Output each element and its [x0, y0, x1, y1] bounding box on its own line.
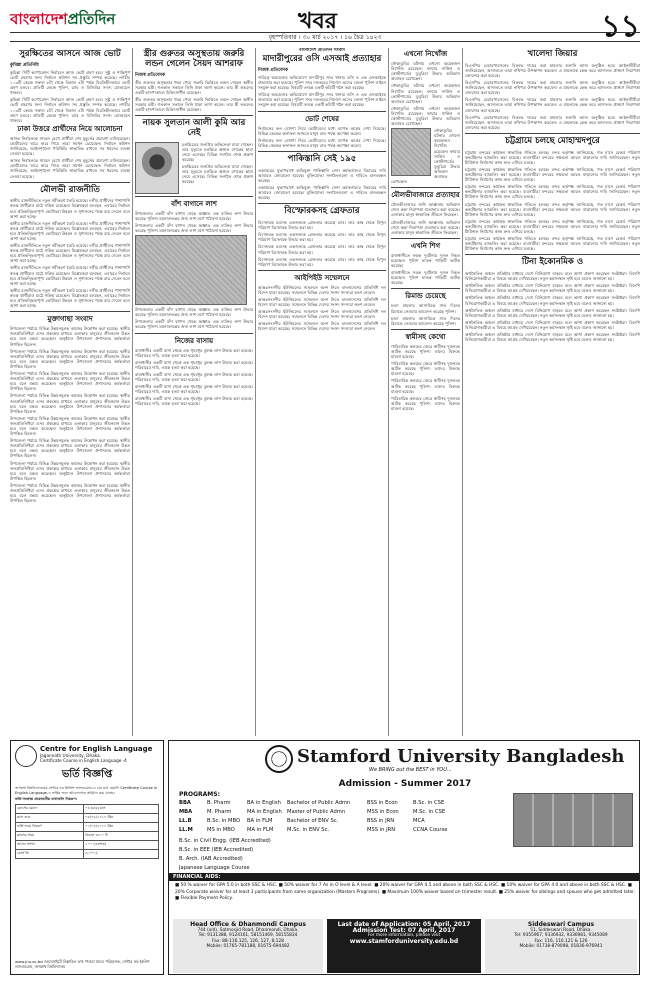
box-line: For more information, please visit	[367, 933, 441, 939]
byline: কুমিল্লা প্রতিনিধি	[10, 62, 39, 68]
divider	[258, 203, 386, 204]
table-row	[179, 864, 509, 873]
headline: নায়ক সুলতান আলী কুমি আর নেই	[142, 118, 246, 138]
article-text: স্থানীয় রাজনীতিতে নতুন সমীকরণ তৈরি হয়েছে। দলীয় প্রার্থীদের পাশাপাশি স্বতন্ত্র প্রার্থীরাও মাঠে সক্রিয় রয়েছেন। বিশ্লেষকরা বলছেন, এবারের নির্বাচন হবে প্রতিদ্বন্দ্বিতাপূর্ণ। ভোটাররা উন্নয়ন ও সুশাসনের পক্ষে রায় দেবেন বলে আশা করা হচ্ছে।	[10, 265, 130, 286]
divider	[10, 182, 130, 183]
ad-footer: www.jnu.ac.bd ওয়েবসাইটে বিস্তারিত তথ্য পাওয়া যাবে। পরিচালক, সেন্টার ফর ইংলিশ ল্যাংগুয়েজ, জগন্নাথ বিশ্ববিদ্যালয়	[15, 959, 150, 970]
article-text: বিএনপির চেয়ারপারসনের বিরুদ্ধে দায়ের করা মামলার শুনানি আজ অনুষ্ঠিত হবে। আইনজীবীরা জানিয়েছেন, আদালতে তারা নথিপত্র উপস্থাপন করবেন। এ মামলাকে কেন্দ্র করে আদালত প্রাঙ্গণে নিরাপত্তা জোরদার করা হয়েছে।	[465, 97, 640, 113]
table-cell: ১০০ (একশত)	[84, 840, 159, 849]
program-item: BSS in JRN	[367, 818, 395, 824]
article-text: বিএনপির চেয়ারপারসনের বিরুদ্ধে দায়ের করা মামলার শুনানি আজ অনুষ্ঠিত হবে। আইনজীবীরা জানিয়েছেন, আদালতে তারা নথিপত্র উপস্থাপন করবেন। এ মামলাকে কেন্দ্র করে আদালত প্রাঙ্গণে নিরাপত্তা জোরদার করা হয়েছে।	[465, 80, 640, 96]
english-course-ad	[10, 740, 164, 975]
programs-table	[179, 799, 509, 873]
university-name: Stamford University Bangladesh	[297, 746, 625, 767]
article-text: রাজধানীর একটি বাসা থেকে এক গৃহবধূর ঝুলন্ত লাশ উদ্ধার করা হয়েছে। পরিবারের দাবি, তাকে হত্যা করা হয়েছে।	[135, 384, 253, 395]
divider	[10, 311, 130, 312]
article-column-2	[135, 48, 253, 736]
article-text: চলচ্চিত্রের জনপ্রিয় অভিনেতা মারা গেছেন। তার মৃত্যুতে চলচ্চিত্র অঙ্গনে শোকের ছায়া নেমে এসেছে। বিভিন্ন সংগঠন শোক প্রকাশ করেছে।	[182, 164, 253, 185]
ad-body: জগন্নাথ বিশ্ববিদ্যালয়ের সেন্টার ফর ইংলিশ ল্যাংগুয়েজ-এ চার মাস মেয়াদি Certificate Course in English Language-এ ভর্তির জন্য আবেদনপত্র আহ্বান করা যাচ্ছে।	[15, 786, 158, 795]
article-text: বিস্ফোরক দ্রব্যসহ একজনকে গ্রেফতার করেছে র‌্যাব। তার কাছ থেকে বিপুল পরিমাণ বিস্ফোরক উদ্ধার করা হয়।	[258, 256, 386, 267]
table-row	[16, 804, 159, 813]
headline: এখনো নিখোঁজ	[403, 50, 448, 58]
deadline-box	[327, 919, 481, 973]
article-text: নৌকাডুবির ঘটনায় এখনো কয়েকজন নিখোঁজ রয়েছেন। ফায়ার সার্ভিস ও কোস্টগার্ডের ডুবুরিরা উদ্ধার অভিযান অব্যাহত রেখেছেন।	[391, 83, 460, 104]
table-row	[179, 799, 509, 808]
article-text: উপজেলা পর্যায়ে বিভিন্ন উন্নয়নমূলক কাজের উদ্বোধন করা হয়েছে। স্থানীয় জনপ্রতিনিধিরা এসব প্রকল্পের মাধ্যমে এলাকার মানুষের জীবনমান উন্নত হবে বলে মন্তব্য করেছেন। অনুষ্ঠানে উপজেলা প্রশাসনের কর্মকর্তারা উপস্থিত ছিলেন।	[10, 326, 130, 347]
brand-part-1: বাংলাদেশ	[10, 10, 68, 28]
article-column-1	[10, 48, 130, 736]
financial-aid-item: ■ 20% Corporate waiver for at least 3 participants from same organization (Masters Programs).	[175, 883, 632, 895]
article-text: পারিবারিক কলহের জেরে স্বামীসহ দুজনকে আটক করেছে পুলিশ। তাদের বিরুদ্ধে মামলা হয়েছে।	[391, 395, 460, 411]
table-row	[16, 831, 159, 840]
box-line: Mobile: 01738-879098, 01836-976941	[519, 944, 603, 950]
divider	[258, 151, 386, 152]
programs-label: PROGRAMS:	[179, 791, 220, 798]
headline: নিজের বাসায়	[174, 336, 214, 345]
box-line: Fax: 88-116.125, 126, 127, 8,128	[212, 938, 284, 944]
program-item: Bachelor of Public Admn	[287, 800, 351, 806]
ad-info-table	[15, 804, 159, 859]
program-item: BA in FLM	[247, 818, 273, 824]
article-text: পারিবারিক কলহের জেরে স্বামীসহ দুজনকে আটক করেছে পুলিশ। তাদের বিরুদ্ধে মামলা হয়েছে।	[391, 378, 460, 394]
article-text: আসন্ন নির্বাচনকে সামনে রেখে প্রার্থীরা শেষ মুহূর্তের প্রচারণা চালিয়েছেন। ভোটারদের দ্বারে দ্বারে গিয়ে তারা সমর্থন চেয়েছেন। নির্বাচন কমিশন জানিয়েছে, আইনশৃঙ্খলা পরিস্থিতি স্বাভাবিক রাখতে সব ধরনের ব্যবস্থা নেওয়া হয়েছে।	[10, 135, 130, 157]
box-line: 51, Siddeswari Road, Dhaka.	[530, 927, 592, 933]
table-row	[179, 846, 509, 855]
program-item: BBA	[179, 800, 191, 806]
box-line: Fax: 116, 116.121 & 126	[534, 938, 588, 944]
article-text: অর্থনৈতিক অঞ্চল প্রতিষ্ঠার মাধ্যমে দেশে বিনিয়োগ বাড়বে বলে আশা প্রকাশ করেছেন সংশ্লিষ্টরা। বিদেশি বিনিয়োগকারীরা এ বিষয়ে আগ্রহ দেখিয়েছেন। নতুন কর্মসংস্থান সৃষ্টি হবে বলেও জানানো হয়।	[465, 271, 640, 282]
divider	[258, 111, 386, 112]
admission-title: Admission - Summer 2017	[338, 779, 472, 789]
article-text: স্থানীয় রাজনীতিতে নতুন সমীকরণ তৈরি হয়েছে। দলীয় প্রার্থীদের পাশাপাশি স্বতন্ত্র প্রার্থীরাও মাঠে সক্রিয় রয়েছেন। বিশ্লেষকরা বলছেন, এবারের নির্বাচন হবে প্রতিদ্বন্দ্বিতাপূর্ণ। ভোটাররা উন্নয়ন ও সুশাসনের পক্ষে রায় দেবেন বলে আশা করা হচ্ছে।	[10, 287, 130, 309]
program-item: MBA	[179, 809, 193, 815]
news-photo	[135, 235, 247, 305]
article-text: উপজেলা পর্যায়ে বিভিন্ন উন্নয়নমূলক কাজের উদ্বোধন করা হয়েছে। স্থানীয় জনপ্রতিনিধিরা এসব প্রকল্পের মাধ্যমে এলাকার মানুষের জীবনমান উন্নত হবে বলে মন্তব্য করেছেন। অনুষ্ঠানে উপজেলা প্রশাসনের কর্মকর্তারা উপস্থিত ছিলেন।	[10, 438, 130, 459]
ad-header	[169, 741, 640, 777]
article-text: অর্থনৈতিক অঞ্চল প্রতিষ্ঠার মাধ্যমে দেশে বিনিয়োগ বাড়বে বলে আশা প্রকাশ করেছেন সংশ্লিষ্টরা। বিদেশি বিনিয়োগকারীরা এ বিষয়ে আগ্রহ দেখিয়েছেন। নতুন কর্মসংস্থান সৃষ্টি হবে বলেও জানানো হয়।	[465, 283, 640, 294]
article-text: রাজধানীর একটি বাসা থেকে এক গৃহবধূর ঝুলন্ত লাশ উদ্ধার করা হয়েছে। পরিবারের দাবি, তাকে হত্যা করা হয়েছে।	[135, 347, 253, 358]
divider	[465, 254, 640, 255]
table-cell: ক্লাস শুরু	[16, 813, 84, 822]
table-row	[16, 813, 159, 822]
headline: স্ত্রীর গুরুতর অসুস্থতায় জরুরি লন্ডন গেলেন সৈয়দ আশরাফ	[143, 49, 245, 69]
table-cell: ০১/০৪/২০১৭ খ্রিঃ	[84, 822, 159, 831]
table-cell: ক্লাসের সময়	[16, 831, 84, 840]
article-text: নির্বাচনের ফল ঘোষণা নিয়ে ভোটারদের মধ্যে ব্যাপক আগ্রহ দেখা দিয়েছে। বিভিন্ন কেন্দ্রের ফলাফল জানতে মানুষ রাত পর্যন্ত অপেক্ষা করেন।	[258, 137, 386, 148]
article-text: চট্টগ্রাম বন্দরের কার্যক্রম স্বাভাবিক গতিতে চলছে। বন্দর কর্তৃপক্ষ জানিয়েছে, গত মাসে রেকর্ড পরিমাণ কনটেইনার হ্যান্ডলিং করা হয়েছে। ব্যবসায়ীরা বন্দরের সক্ষমতা আরও বাড়ানোর দাবি জানিয়েছেন। নতুন টার্মিনাল নির্মাণের কাজ দ্রুত এগিয়ে চলছে।	[465, 236, 640, 252]
program-item: MA in FLM	[247, 827, 274, 833]
divider	[465, 133, 640, 134]
university-tagline: We BRING out the BEST in YOU...	[369, 767, 452, 773]
article-text: নৌকাডুবির ঘটনায় এখনো কয়েকজন নিখোঁজ রয়েছেন। ফায়ার সার্ভিস ও কোস্টগার্ডের ডুবুরিরা উদ্ধার অভিযান অব্যাহত রেখেছেন।	[391, 105, 460, 127]
article-text: রাজধানীর একটি বাসা থেকে এক গৃহবধূর ঝুলন্ত লাশ উদ্ধার করা হয়েছে। পরিবারের দাবি, তাকে হত্যা করা হয়েছে।	[135, 359, 253, 370]
divider	[135, 115, 253, 116]
program-item: B.Sc. in CSE	[413, 800, 445, 806]
table-cell: বিকাল ৩:০০ টা	[84, 831, 159, 840]
article-text: পারিবারিক কলহের জেরে স্বামীসহ দুজনকে আটক করেছে পুলিশ। তাদের বিরুদ্ধে মামলা হয়েছে।	[391, 361, 460, 377]
article-column-5	[465, 48, 640, 736]
program-item: MSS in Econ	[367, 809, 399, 815]
divider	[135, 333, 253, 334]
financial-aids-label: FINANCIAL AIDS:	[169, 873, 640, 881]
article-text: উপজেলা পর্যায়ে বিভিন্ন উন্নয়নমূলক কাজের উদ্বোধন করা হয়েছে। স্থানীয় জনপ্রতিনিধিরা এসব প্রকল্পের মাধ্যমে এলাকার মানুষের জীবনমান উন্নত হবে বলে মন্তব্য করেছেন। অনুষ্ঠানে উপজেলা প্রশাসনের কর্মকর্তারা উপস্থিত ছিলেন।	[10, 415, 130, 437]
article-text: স্ত্রীর গুরুতর অসুস্থতার খবর পেয়ে জরুরি ভিত্তিতে লন্ডন গেছেন স্থানীয় সরকার মন্ত্রী। গতকাল সকালে তিনি ঢাকা ত্যাগ করেন। তার স্ত্রী লন্ডনের একটি হাসপাতালে চিকিৎসাধীন রয়েছেন।	[135, 96, 253, 113]
divider	[135, 196, 253, 197]
article-text: চট্টগ্রাম বন্দরের কার্যক্রম স্বাভাবিক গতিতে চলছে। বন্দর কর্তৃপক্ষ জানিয়েছে, গত মাসে রেকর্ড পরিমাণ কনটেইনার হ্যান্ডলিং করা হয়েছে। ব্যবসায়ীরা বন্দরের সক্ষমতা আরও বাড়ানোর দাবি জানিয়েছেন। নতুন টার্মিনাল নির্মাণের কাজ দ্রুত এগিয়ে চলছে।	[465, 218, 640, 234]
ad-university: Jagannath University, Dhaka.	[40, 753, 102, 758]
article-text: স্ত্রীর গুরুতর অসুস্থতার খবর পেয়ে জরুরি ভিত্তিতে লন্ডন গেছেন স্থানীয় সরকার মন্ত্রী। গতকাল সকালে তিনি ঢাকা ত্যাগ করেন। তার স্ত্রী লন্ডনের একটি হাসপাতালে চিকিৎসাধীন রয়েছেন।	[135, 79, 253, 95]
head-office-box	[173, 919, 323, 973]
article-text: অর্থনৈতিক অঞ্চল প্রতিষ্ঠার মাধ্যমে দেশে বিনিয়োগ বাড়বে বলে আশা প্রকাশ করেছেন সংশ্লিষ্টরা। বিদেশি বিনিয়োগকারীরা এ বিষয়ে আগ্রহ দেখিয়েছেন। নতুন কর্মসংস্থান সৃষ্টি হবে বলেও জানানো হয়।	[465, 319, 640, 330]
article-text: অর্থনৈতিক অঞ্চল প্রতিষ্ঠার মাধ্যমে দেশে বিনিয়োগ বাড়বে বলে আশা প্রকাশ করেছেন সংশ্লিষ্টরা। বিদেশি বিনিয়োগকারীরা এ বিষয়ে আগ্রহ দেখিয়েছেন। নতুন কর্মসংস্থান সৃষ্টি হবে বলেও জানানো হয়।	[465, 295, 640, 306]
article-text: রাজধানীতে সড়ক দুর্ঘটনায় দুজন নিহত হয়েছেন। পুলিশ ঘাতক গাড়িটি আটক করেছে।	[391, 252, 460, 269]
table-row	[179, 837, 509, 846]
article-text: মৌলভীবাজারে জঙ্গি আস্তানায় অভিযান শেষে কড়া নিরাপত্তা প্রত্যাহার করা হয়েছে। এলাকার মানুষ স্বাভাবিক জীবনে ফিরছেন।	[391, 202, 460, 218]
program-item: BA in English	[247, 800, 281, 806]
box-line: Tel: 9355967, 9336932, 9336981, 9345089	[514, 933, 608, 939]
article-text: উপজেলার একটি বাঁশ বাগান থেকে অজ্ঞাত এক ব্যক্তির লাশ উদ্ধার করেছে পুলিশ। ময়নাতদন্তের জন্য লাশ মর্গে পাঠানো হয়েছে।	[135, 307, 253, 318]
article-text: একাত্তরের যুদ্ধাপরাধে অভিযুক্ত পাকিস্তানি সেনা কর্মকর্তাদের বিচারের দাবি আবারও জোরালো হয়েছে। মুক্তিযোদ্ধা সংগঠনগুলো এ দাবিতে মানববন্ধন করেছে।	[258, 167, 386, 183]
box-line: 744 (old), Satmosjid Road, Dhanmondi, Dhaka.	[197, 927, 299, 933]
column-divider	[255, 48, 256, 736]
box-title: Head Office & Dhanmondi Campus	[190, 921, 306, 928]
page-number: ১১	[601, 9, 640, 44]
program-item: LL.B	[179, 818, 192, 824]
article-text: নৌকাডুবির ঘটনায় এখনো কয়েকজন নিখোঁজ রয়েছেন। ফায়ার সার্ভিস ও কোস্টগার্ডের ডুবুরিরা উদ্ধার অভিযান অব্যাহত রেখেছেন।	[391, 61, 460, 82]
financial-aids-list	[175, 883, 635, 903]
financial-aid-item: ■ 50 % waiver for GPA 5.0 in both SSC & HSC.	[175, 883, 278, 888]
divider	[391, 288, 460, 289]
table-row	[16, 840, 159, 849]
headline: ভোট শেষের	[305, 114, 339, 123]
table-row	[179, 817, 509, 826]
article-text: নির্বাচনের ফল ঘোষণা নিয়ে ভোটারদের মধ্যে ব্যাপক আগ্রহ দেখা দিয়েছে। বিভিন্ন কেন্দ্রের ফলাফল জানতে মানুষ রাত পর্যন্ত অপেক্ষা করেন।	[258, 125, 386, 136]
financial-aid-item: ■ Maximum 100% waiver based on trimester result.	[381, 889, 498, 895]
column-divider	[388, 48, 389, 736]
headline: মৌলভীবাজারে প্রত্যাহার	[391, 191, 460, 200]
article-text: আন্তঃসংসদীয় ইউনিয়নের সম্মেলনে অংশ নিতে বাংলাদেশের প্রতিনিধি দল বিদেশ যাত্রা করেছে। সম্মেলনে বিভিন্ন দেশের সংসদ সদস্যরা অংশ নেবেন।	[258, 284, 386, 295]
article-text: চলচ্চিত্রের জনপ্রিয় অভিনেতা মারা গেছেন। তার মৃত্যুতে চলচ্চিত্র অঙ্গনে শোকের ছায়া নেমে এসেছে। বিভিন্ন সংগঠন শোক প্রকাশ করেছে।	[182, 141, 253, 162]
article-text: কুমিল্লা সিটি কর্পোরেশন নির্বাচনে আজ ভোট গ্রহণ হবে। সুষ্ঠু ও শান্তিপূর্ণ ভোট গ্রহণের জন্য নির্বাচন কমিশন সব প্রস্তুতি সম্পন্ন করেছে। নগরীর ১০৩টি কেন্দ্রে সকাল ৮টা থেকে বিকাল ৪টা পর্যন্ত বিরতিহীনভাবে ভোট গ্রহণ চলবে। প্রতিটি কেন্দ্রে পুলিশ, র‌্যাব ও বিজিবির সদস্য মোতায়েন থাকবে।	[10, 69, 130, 96]
article-text: আন্তঃসংসদীয় ইউনিয়নের সম্মেলনে অংশ নিতে বাংলাদেশের প্রতিনিধি দল বিদেশ যাত্রা করেছে। সম্মেলনে বিভিন্ন দেশের সংসদ সদস্যরা অংশ নেবেন।	[258, 321, 386, 332]
table-cell: ৬,০০০/-	[84, 849, 159, 858]
box-line: Tel: 9131388, 9124161, 58151469, 58155834	[198, 933, 298, 939]
table-row	[16, 822, 159, 831]
ad-headline: ভর্তি বিজ্ঞপ্তি	[61, 769, 113, 780]
article-text: উপজেলার একটি বাঁশ বাগান থেকে অজ্ঞাত এক ব্যক্তির লাশ উদ্ধার করেছে পুলিশ। ময়নাতদন্তের জন্য লাশ মর্গে পাঠানো হয়েছে।	[135, 319, 253, 330]
headline: আইপিইউ সম্মেলনে	[294, 273, 350, 282]
article-text: বিএনপির চেয়ারপারসনের বিরুদ্ধে দায়ের করা মামলার শুনানি আজ অনুষ্ঠিত হবে। আইনজীবীরা জানিয়েছেন, আদালতে তারা নথিপত্র উপস্থাপন করবেন। এ মামলাকে কেন্দ্র করে আদালত প্রাঙ্গণে নিরাপত্তা জোরদার করা হয়েছে।	[465, 62, 640, 78]
students-photo	[513, 793, 633, 847]
program-item: Bachelor of ENV Sc.	[287, 818, 339, 824]
article-column-3	[258, 48, 386, 736]
headline: বাঁশ বাগানে লাশ	[171, 199, 217, 208]
headline: ঢাকা উত্তরে প্রার্থীদের নিয়ে আলোচনা	[17, 124, 123, 133]
table-cell: ০৪/০৪/২০১৭ খ্রিঃ	[84, 813, 159, 822]
article-text: রাজধানীর একটি বাসা থেকে এক গৃহবধূর ঝুলন্ত লাশ উদ্ধার করা হয়েছে। পরিবারের দাবি, তাকে হত্যা করা হয়েছে।	[135, 396, 253, 407]
news-photo	[391, 128, 431, 176]
article-text: নৌকাডুবির ঘটনায় এখনো কয়েকজন নিখোঁজ রয়েছেন। ফায়ার সার্ভিস ও কোস্টগার্ডের ডুবুরিরা উদ্ধার অভিযান অব্যাহত রেখেছেন।	[391, 128, 460, 185]
article-text: চট্টগ্রাম বন্দরের কার্যক্রম স্বাভাবিক গতিতে চলছে। বন্দর কর্তৃপক্ষ জানিয়েছে, গত মাসে রেকর্ড পরিমাণ কনটেইনার হ্যান্ডলিং করা হয়েছে। ব্যবসায়ীরা বন্দরের সক্ষমতা আরও বাড়ানোর দাবি জানিয়েছেন। নতুন টার্মিনাল নির্মাণের কাজ দ্রুত এগিয়ে চলছে।	[465, 201, 640, 217]
program-item: BSS in Econ	[367, 800, 398, 806]
article-text: চট্টগ্রাম বন্দরের কার্যক্রম স্বাভাবিক গতিতে চলছে। বন্দর কর্তৃপক্ষ জানিয়েছে, গত মাসে রেকর্ড পরিমাণ কনটেইনার হ্যান্ডলিং করা হয়েছে। ব্যবসায়ীরা বন্দরের সক্ষমতা আরও বাড়ানোর দাবি জানিয়েছেন। নতুন টার্মিনাল নির্মাণের কাজ দ্রুত এগিয়ে চলছে।	[465, 166, 640, 183]
box-title: Siddeswari Campus	[527, 921, 595, 928]
byline: নিজস্ব প্রতিবেদক	[135, 72, 166, 78]
article-text: আসন্ন নির্বাচনকে সামনে রেখে প্রার্থীরা শেষ মুহূর্তের প্রচারণা চালিয়েছেন। ভোটারদের দ্বারে দ্বারে গিয়ে তারা সমর্থন চেয়েছেন। নির্বাচন কমিশন জানিয়েছে, আইনশৃঙ্খলা পরিস্থিতি স্বাভাবিক রাখতে সব ধরনের ব্যবস্থা নেওয়া হয়েছে।	[10, 158, 130, 179]
article-text: বিএনপির চেয়ারপারসনের বিরুদ্ধে দায়ের করা মামলার শুনানি আজ অনুষ্ঠিত হবে। আইনজীবীরা জানিয়েছেন, আদালতে তারা নথিপত্র উপস্থাপন করবেন। এ মামলাকে কেন্দ্র করে আদালত প্রাঙ্গণে নিরাপত্তা জোরদার করা হয়েছে।	[465, 114, 640, 130]
article-text: উপজেলার একটি বাঁশ বাগান থেকে অজ্ঞাত এক ব্যক্তির লাশ উদ্ধার করেছে পুলিশ। ময়নাতদন্তের জন্য লাশ মর্গে পাঠানো হয়েছে।	[135, 222, 253, 234]
box-line: Admission Test: 07 April, 2017	[352, 926, 456, 934]
article-text: হত্যা মামলার আসামিকে সাত দিনের রিমান্ডে নেওয়ার আবেদন করেছে পুলিশ।	[391, 315, 460, 326]
headline: টিনা ইকোনমিক ও	[521, 257, 584, 268]
headline: বিস্ফোরকসহ গ্রেফতার	[284, 206, 360, 217]
program-item: B. Arch. (IAB Accredited)	[179, 856, 243, 862]
table-cell: কোর্স ফি	[16, 849, 84, 858]
program-item: B.Sc. in EEE (IEB Accredited)	[179, 847, 254, 853]
financial-aid-item: ■ 20% waiver for GPA 4.5 and above in both SSC & HSC.	[374, 883, 500, 888]
program-item: B.Sc. in Civil Engg. (IEB Accredited)	[179, 838, 271, 844]
article-column-4	[391, 48, 460, 736]
article-text: বিস্ফোরক দ্রব্যসহ একজনকে গ্রেফতার করেছে র‌্যাব। তার কাছ থেকে বিপুল পরিমাণ বিস্ফোরক উদ্ধার করা হয়।	[258, 232, 386, 243]
program-item: MA in English	[247, 809, 282, 815]
article-text: হত্যা মামলার আসামিকে সাত দিনের রিমান্ডে নেওয়ার আবেদন করেছে পুলিশ।	[391, 303, 460, 314]
divider	[391, 329, 460, 330]
column-divider	[462, 48, 463, 736]
program-item: B.Sc. in MBO	[207, 818, 241, 824]
byline: নিজস্ব প্রতিবেদক	[258, 67, 289, 73]
headline: মৌলভী রাজনীতি	[40, 184, 100, 195]
article-text: উপজেলা পর্যায়ে বিভিন্ন উন্নয়নমূলক কাজের উদ্বোধন করা হয়েছে। স্থানীয় জনপ্রতিনিধিরা এসব প্রকল্পের মাধ্যমে এলাকার মানুষের জীবনমান উন্নত হবে বলে মন্তব্য করেছেন। অনুষ্ঠানে উপজেলা প্রশাসনের কর্মকর্তারা উপস্থিত ছিলেন।	[10, 393, 130, 414]
portrait-photo	[135, 142, 179, 194]
article-text: একাত্তরের যুদ্ধাপরাধে অভিযুক্ত পাকিস্তানি সেনা কর্মকর্তাদের বিচারের দাবি আবারও জোরালো হয়েছে। মুক্তিযোদ্ধা সংগঠনগুলো এ দাবিতে মানববন্ধন করেছে।	[258, 184, 386, 201]
kicker: বাংলাদেশ প্রতিদিন সংবাদ	[299, 48, 345, 53]
financial-aid-item: ■ Flexible Payment Policy.	[175, 896, 233, 901]
headline: খালেদা জিয়ার	[527, 49, 578, 59]
ad-org-name: Centre for English Language	[40, 745, 153, 753]
table-cell: ০৪ (চার) মাস	[84, 804, 159, 813]
table-row	[179, 855, 509, 864]
article-text: উপজেলা পর্যায়ে বিভিন্ন উন্নয়নমূলক কাজের উদ্বোধন করা হয়েছে। স্থানীয় জনপ্রতিনিধিরা এসব প্রকল্পের মাধ্যমে এলাকার মানুষের জীবনমান উন্নত হবে বলে মন্তব্য করেছেন। অনুষ্ঠানে উপজেলা প্রশাসনের কর্মকর্তারা উপস্থিত ছিলেন।	[10, 482, 130, 504]
article-text: আন্তঃসংসদীয় ইউনিয়নের সম্মেলনে অংশ নিতে বাংলাদেশের প্রতিনিধি দল বিদেশ যাত্রা করেছে। সম্মেলনে বিভিন্ন দেশের সংসদ সদস্যরা অংশ নেবেন।	[258, 297, 386, 308]
website-link[interactable]: www.stamforduniversity.edu.bd	[349, 937, 459, 945]
program-item: M.Sc. in ENV Sc.	[287, 827, 330, 833]
financial-aid-item: ■ 25% waiver for siblings and spouse who get admitted later.	[498, 889, 635, 895]
headline: এখনি শিগ	[410, 241, 441, 250]
article-text: রাজধানীর একটি বাসা থেকে এক গৃহবধূর ঝুলন্ত লাশ উদ্ধার করা হয়েছে। পরিবারের দাবি, তাকে হত্যা করা হয়েছে।	[135, 371, 253, 383]
table-cell: ভর্তি ফরম বিতরণ	[16, 822, 84, 831]
article-text: উপজেলা পর্যায়ে বিভিন্ন উন্নয়নমূলক কাজের উদ্বোধন করা হয়েছে। স্থানীয় জনপ্রতিনিধিরা এসব প্রকল্পের মাধ্যমে এলাকার মানুষের জীবনমান উন্নত হবে বলে মন্তব্য করেছেন। অনুষ্ঠানে উপজেলা প্রশাসনের কর্মকর্তারা উপস্থিত ছিলেন।	[10, 371, 130, 392]
program-item: MCA	[413, 818, 425, 824]
article-text: আন্তঃসংসদীয় ইউনিয়নের সম্মেলনে অংশ নিতে বাংলাদেশের প্রতিনিধি দল বিদেশ যাত্রা করেছে। সম্মেলনে বিভিন্ন দেশের সংসদ সদস্যরা অংশ নেবেন।	[258, 309, 386, 320]
program-item: CCNA Course	[413, 827, 448, 833]
article-text: রাজধানীতে সড়ক দুর্ঘটনায় দুজন নিহত হয়েছেন। পুলিশ ঘাতক গাড়িটি আটক করেছে।	[391, 270, 460, 286]
headline: পাকিস্তানি সেই ১৯৫	[287, 153, 357, 164]
divider	[391, 187, 460, 188]
dateline: বৃহস্পতিবার । ৩০ মার্চ ২০১৭ । ১৬ চৈত্র ১৪২৩	[10, 32, 640, 42]
article-text: মৌলভীবাজারে জঙ্গি আস্তানায় অভিযান শেষে কড়া নিরাপত্তা প্রত্যাহার করা হয়েছে। এলাকার মানুষ স্বাভাবিক জীবনে ফিরছেন।	[391, 219, 460, 235]
newspaper-logo	[10, 8, 115, 33]
article-text: দায়িত্বে অবহেলার অভিযোগে মাদারীপুর সদর থানার ওসি ও এক এসআইকে প্রত্যাহার করা হয়েছে। পুলিশ সদর দফতরের নির্দেশে তাদের জেলা পুলিশ লাইনে সংযুক্ত করা হয়েছে। বিষয়টি তদন্তে একটি কমিটি গঠন করা হয়েছে।	[258, 74, 386, 91]
table-row	[179, 826, 509, 835]
headline: সুরক্ষিতের আসনে আজ ভোট	[19, 49, 121, 59]
article-text: পারিবারিক কলহের জেরে স্বামীসহ দুজনকে আটক করেছে পুলিশ। তাদের বিরুদ্ধে মামলা হয়েছে।	[391, 343, 460, 360]
article-text: দায়িত্বে অবহেলার অভিযোগে মাদারীপুর সদর থানার ওসি ও এক এসআইকে প্রত্যাহার করা হয়েছে। পুলিশ সদর দফতরের নির্দেশে তাদের জেলা পুলিশ লাইনে সংযুক্ত করা হয়েছে। বিষয়টি তদন্তে একটি কমিটি গঠন করা হয়েছে।	[258, 92, 386, 108]
article-text: চট্টগ্রাম বন্দরের কার্যক্রম স্বাভাবিক গতিতে চলছে। বন্দর কর্তৃপক্ষ জানিয়েছে, গত মাসে রেকর্ড পরিমাণ কনটেইনার হ্যান্ডলিং করা হয়েছে। ব্যবসায়ীরা বন্দরের সক্ষমতা আরও বাড়ানোর দাবি জানিয়েছেন। নতুন টার্মিনাল নির্মাণের কাজ দ্রুত এগিয়ে চলছে।	[465, 184, 640, 200]
article-text: স্থানীয় রাজনীতিতে নতুন সমীকরণ তৈরি হয়েছে। দলীয় প্রার্থীদের পাশাপাশি স্বতন্ত্র প্রার্থীরাও মাঠে সক্রিয় রয়েছেন। বিশ্লেষকরা বলছেন, এবারের নির্বাচন হবে প্রতিদ্বন্দ্বিতাপূর্ণ। ভোটাররা উন্নয়ন ও সুশাসনের পক্ষে রায় দেবেন বলে আশা করা হচ্ছে।	[10, 198, 130, 219]
table-row	[179, 808, 509, 817]
ad-table-title: ভর্তি সংক্রান্ত প্রয়োজনীয় তথ্যাবলি নিম্নরূপ:	[15, 797, 78, 802]
article-text: উপজেলা পর্যায়ে বিভিন্ন উন্নয়নমূলক কাজের উদ্বোধন করা হয়েছে। স্থানীয় জনপ্রতিনিধিরা এসব প্রকল্পের মাধ্যমে এলাকার মানুষের জীবনমান উন্নত হবে বলে মন্তব্য করেছেন। অনুষ্ঠানে উপজেলা প্রশাসনের কর্মকর্তারা উপস্থিত ছিলেন।	[10, 460, 130, 481]
brand-part-2: প্রতিদিন	[67, 10, 116, 28]
divider	[258, 270, 386, 271]
section-title: খবর	[298, 9, 337, 34]
financial-aid-item: ■ 10% waiver for GPA 4.0 and above in both SSC & HSC.	[501, 883, 627, 888]
article-text: স্থানীয় রাজনীতিতে নতুন সমীকরণ তৈরি হয়েছে। দলীয় প্রার্থীদের পাশাপাশি স্বতন্ত্র প্রার্থীরাও মাঠে সক্রিয় রয়েছেন। বিশ্লেষকরা বলছেন, এবারের নির্বাচন হবে প্রতিদ্বন্দ্বিতাপূর্ণ। ভোটাররা উন্নয়ন ও সুশাসনের পক্ষে রায় দেবেন বলে আশা করা হচ্ছে।	[10, 243, 130, 264]
program-item: MSS in JRN	[367, 827, 396, 833]
column-divider	[132, 48, 133, 736]
program-item: LL.M	[179, 827, 193, 833]
program-item: M.Sc. in CSE	[413, 809, 446, 815]
stamford-university-ad	[168, 740, 640, 975]
program-item: Master of Public Admn	[287, 809, 346, 815]
article-text: বিস্ফোরক দ্রব্যসহ একজনকে গ্রেফতার করেছে র‌্যাব। তার কাছ থেকে বিপুল পরিমাণ বিস্ফোরক উদ্ধার করা হয়।	[258, 220, 386, 231]
headline: রিমান্ড চেয়েছে	[405, 292, 446, 301]
ad-course-name: Certificate Course in English Language -4	[40, 758, 127, 763]
article-text: উপজেলা পর্যায়ে বিভিন্ন উন্নয়নমূলক কাজের উদ্বোধন করা হয়েছে। স্থানীয় জনপ্রতিনিধিরা এসব প্রকল্পের মাধ্যমে এলাকার মানুষের জীবনমান উন্নত হবে বলে মন্তব্য করেছেন। অনুষ্ঠানে উপজেলা প্রশাসনের কর্মকর্তারা উপস্থিত ছিলেন।	[10, 348, 130, 369]
box-title: Last date of Application: 05 April, 2017	[337, 921, 471, 928]
table-cell: কোর্সের মেয়াদ	[16, 804, 84, 813]
article-text: উপজেলার একটি বাঁশ বাগান থেকে অজ্ঞাত এক ব্যক্তির লাশ উদ্ধার করেছে পুলিশ। ময়নাতদন্তের জন্য লাশ মর্গে পাঠানো হয়েছে।	[135, 210, 253, 221]
divider	[391, 238, 460, 239]
program-item: MS in MBO	[207, 827, 235, 833]
university-seal-icon	[265, 745, 293, 773]
siddeswari-campus-box	[485, 919, 637, 973]
table-cell: আসন সংখ্যা	[16, 840, 84, 849]
headline: মুক্তাগাছা সংবাদ	[47, 315, 93, 324]
article-text: অর্থনৈতিক অঞ্চল প্রতিষ্ঠার মাধ্যমে দেশে বিনিয়োগ বাড়বে বলে আশা প্রকাশ করেছেন সংশ্লিষ্টরা। বিদেশি বিনিয়োগকারীরা এ বিষয়ে আগ্রহ দেখিয়েছেন। নতুন কর্মসংস্থান সৃষ্টি হবে বলেও জানানো হয়।	[465, 307, 640, 318]
program-item: M. Pharm	[207, 809, 232, 815]
financial-aid-item: ■ 50% waiver for 7 As in O level & A level.	[278, 883, 373, 888]
article-text: কুমিল্লা সিটি কর্পোরেশন নির্বাচনে আজ ভোট গ্রহণ হবে। সুষ্ঠু ও শান্তিপূর্ণ ভোট গ্রহণের জন্য নির্বাচন কমিশন সব প্রস্তুতি সম্পন্ন করেছে। নগরীর ১০৩টি কেন্দ্রে সকাল ৮টা থেকে বিকাল ৪টা পর্যন্ত বিরতিহীনভাবে ভোট গ্রহণ চলবে। প্রতিটি কেন্দ্রে পুলিশ, র‌্যাব ও বিজিবির সদস্য মোতায়েন থাকবে।	[10, 97, 130, 123]
program-item: Japanese Language Course	[179, 865, 250, 871]
article-text: অর্থনৈতিক অঞ্চল প্রতিষ্ঠার মাধ্যমে দেশে বিনিয়োগ বাড়বে বলে আশা প্রকাশ করেছেন সংশ্লিষ্টরা। বিদেশি বিনিয়োগকারীরা এ বিষয়ে আগ্রহ দেখিয়েছেন। নতুন কর্মসংস্থান সৃষ্টি হবে বলেও জানানো হয়।	[465, 332, 640, 343]
headline: স্বামীসহ কেথো	[405, 332, 446, 341]
headline: চট্টগ্রামে চলছে মোহাম্মদপুরে	[505, 135, 600, 146]
article-text: চট্টগ্রাম বন্দরের কার্যক্রম স্বাভাবিক গতিতে চলছে। বন্দর কর্তৃপক্ষ জানিয়েছে, গত মাসে রেকর্ড পরিমাণ কনটেইনার হ্যান্ডলিং করা হয়েছে। ব্যবসায়ীরা বন্দরের সক্ষমতা আরও বাড়ানোর দাবি জানিয়েছেন। নতুন টার্মিনাল নির্মাণের কাজ দ্রুত এগিয়ে চলছে।	[465, 149, 640, 165]
university-logo-icon	[15, 745, 37, 767]
program-item: B. Pharm	[207, 800, 231, 806]
box-line: Mobile: 01765-781188, 01675-694482	[206, 944, 290, 950]
article-text: বিস্ফোরক দ্রব্যসহ একজনকে গ্রেফতার করেছে র‌্যাব। তার কাছ থেকে বিপুল পরিমাণ বিস্ফোরক উদ্ধার করা হয়।	[258, 244, 386, 255]
table-row	[16, 849, 159, 858]
article-text: স্থানীয় রাজনীতিতে নতুন সমীকরণ তৈরি হয়েছে। দলীয় প্রার্থীদের পাশাপাশি স্বতন্ত্র প্রার্থীরাও মাঠে সক্রিয় রয়েছেন। বিশ্লেষকরা বলছেন, এবারের নির্বাচন হবে প্রতিদ্বন্দ্বিতাপূর্ণ। ভোটাররা উন্নয়ন ও সুশাসনের পক্ষে রায় দেবেন বলে আশা করা হচ্ছে।	[10, 220, 130, 242]
headline: মাদারীপুরের ওসি এসআই প্রত্যাহার	[262, 54, 382, 65]
